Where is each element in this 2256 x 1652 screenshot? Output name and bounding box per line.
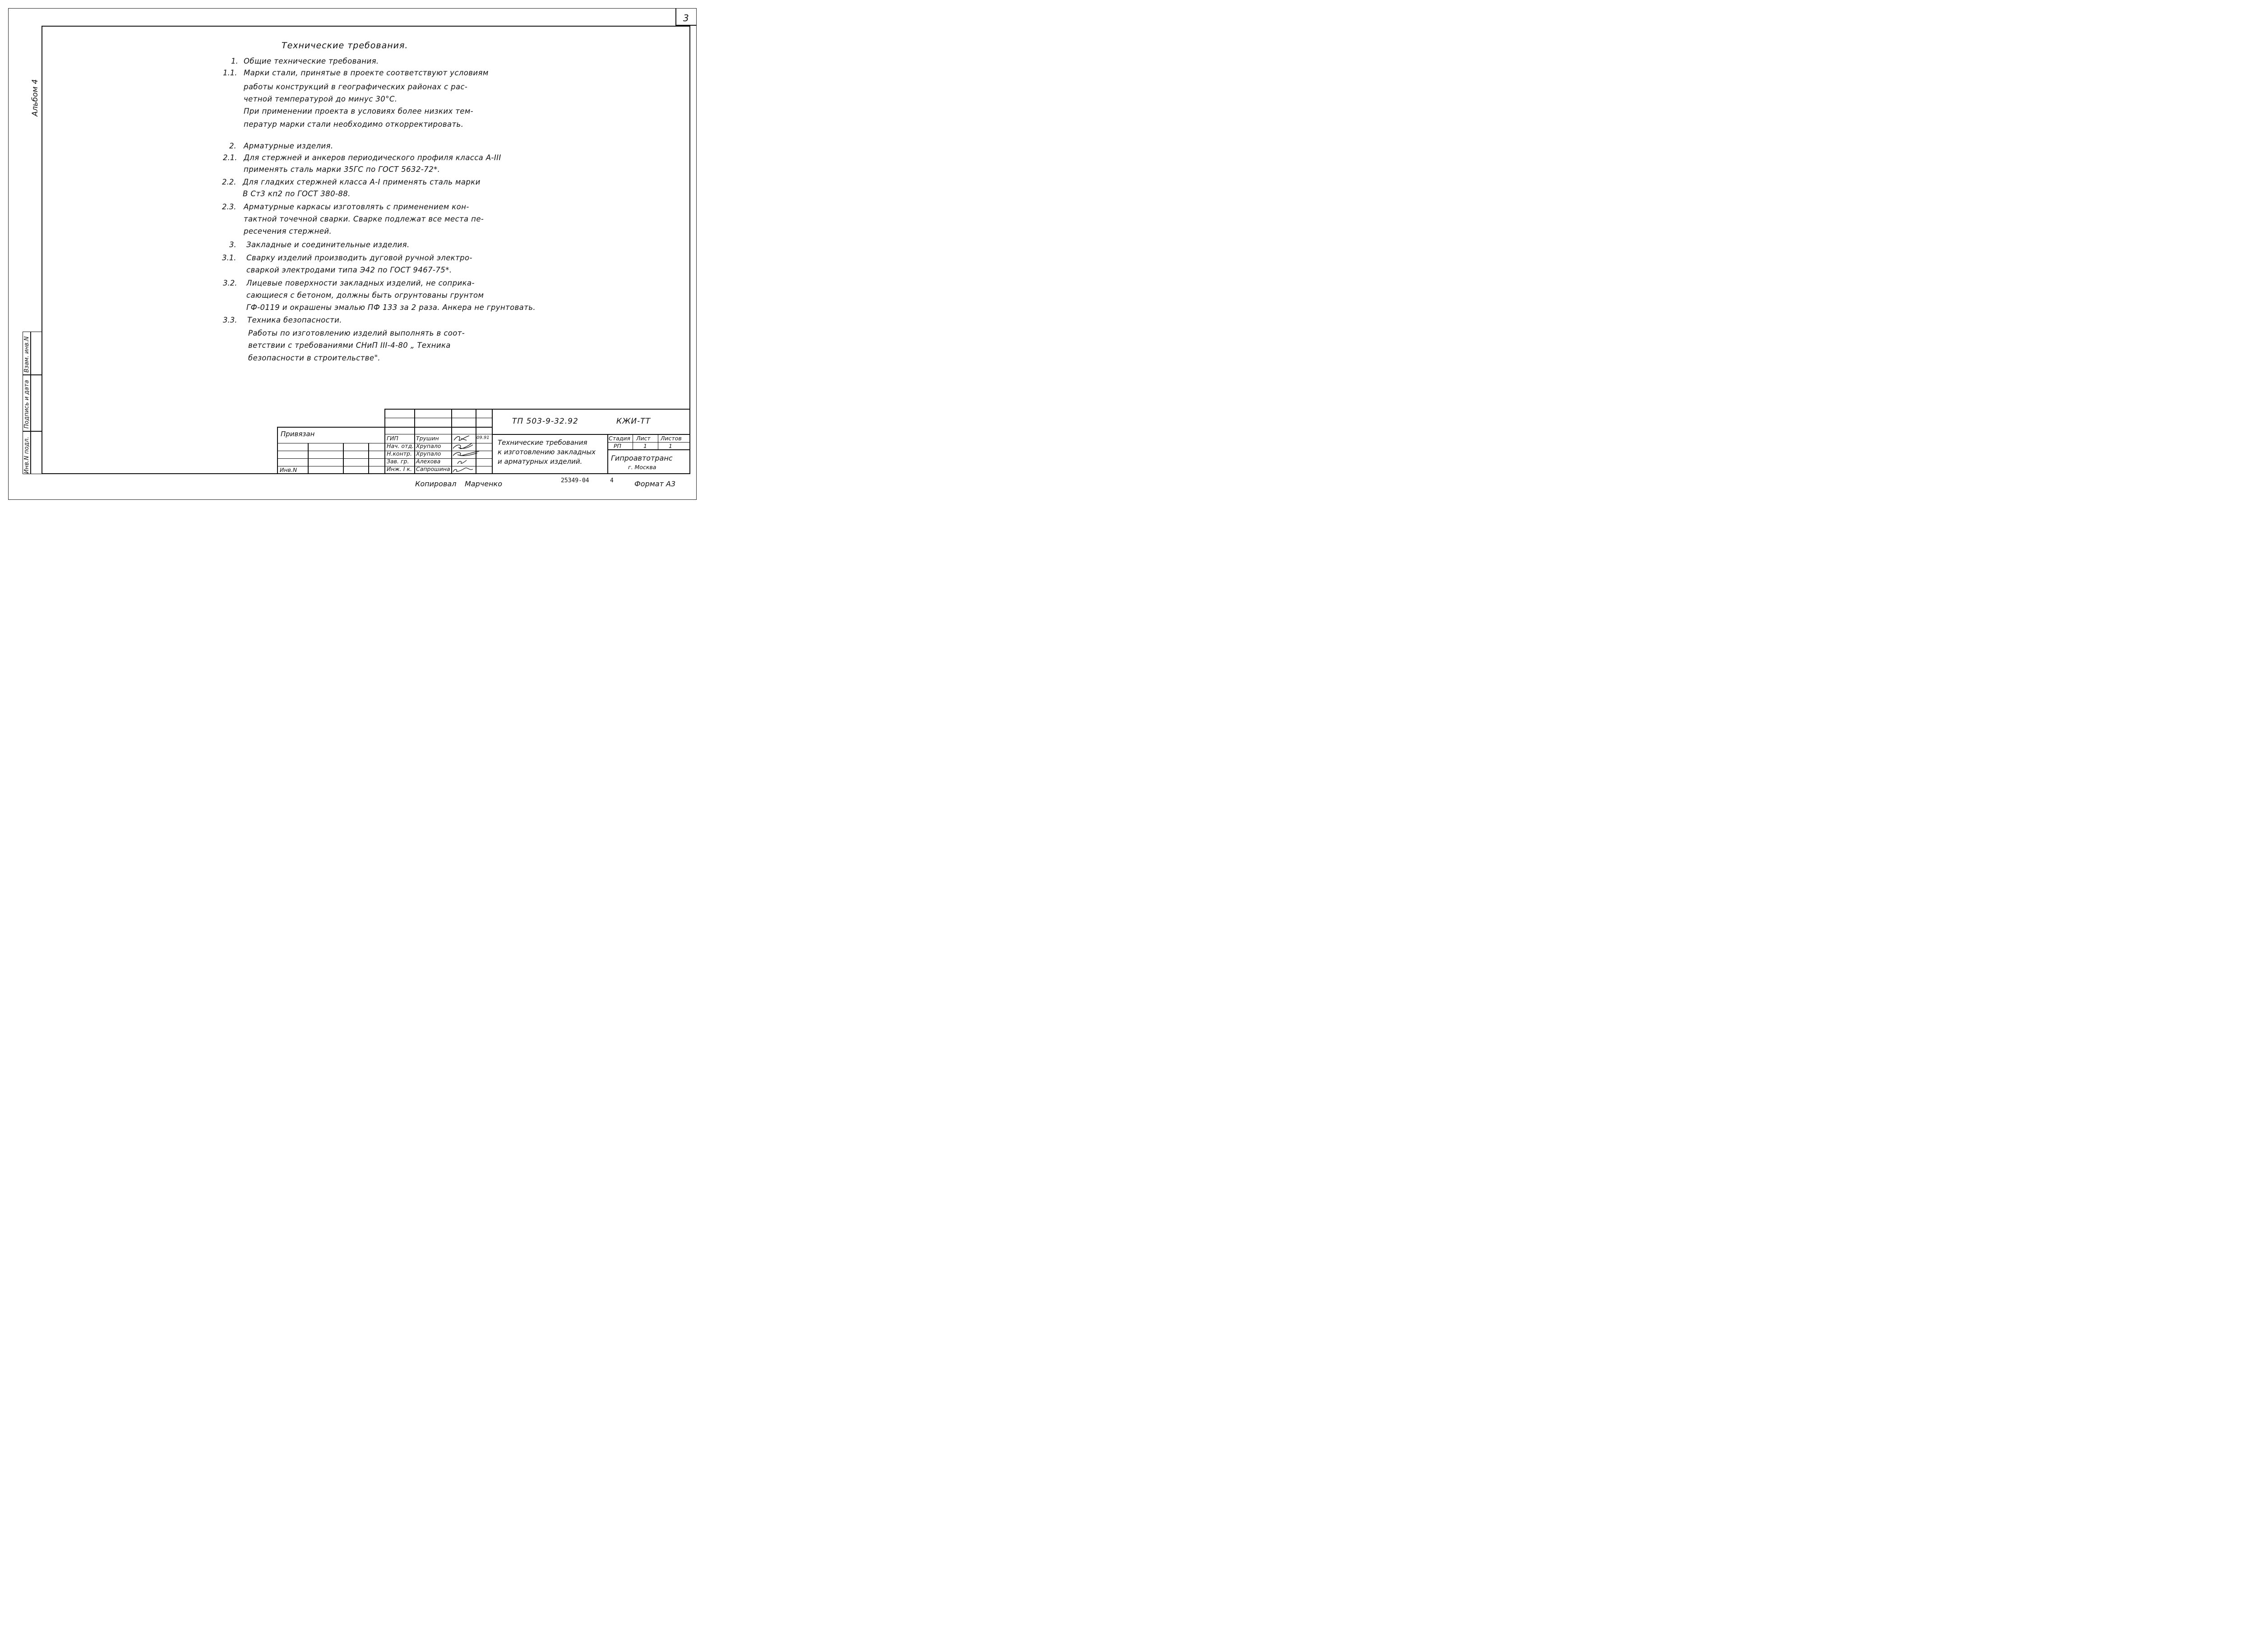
section-heading: Техника безопасности. [247,316,342,324]
section-number: 2.1. [223,153,237,162]
doc-description-1: Технические требования [498,438,587,447]
section-text-line: Марки стали, принятые в проекте соответствуют условиям [244,69,489,77]
role-title: ГИП [387,435,398,442]
role-title: Нач. отд. [387,443,414,449]
signatures [451,434,487,474]
role-name: Трушин [416,435,439,442]
side-inv-podl: Инв.N подл. [23,437,30,474]
doc-mark: КЖИ-ТТ [616,417,651,426]
copied-name: Марченко [465,480,502,488]
page-number: 3 [683,13,689,23]
doc-description-3: и арматурных изделий. [498,457,582,466]
role-name: Сапрошина [416,466,450,472]
section-text-line: Для гладких стержней класса А-I применять сталь марки [243,178,481,186]
section-heading: Закладные и соединительные изделия. [246,240,410,249]
side-vzam-inv: Взам. инв.N [23,336,30,373]
role-name: Хрупало [416,450,441,457]
section-text-line: ресечения стержней. [244,227,332,235]
format-label: Формат А3 [634,480,676,488]
inv-n-label: Инв.N [280,466,297,473]
section-heading: Общие технические требования. [244,57,379,65]
section-text-line: Арматурные каркасы изготовлять с применением кон- [244,203,469,211]
section-number: 1.1. [223,69,237,77]
section-number: 3.2. [223,279,237,287]
drawing-frame [42,26,690,474]
role-title: Н.контр. [387,450,412,457]
section-text-line: Сварку изделий производить дуговой ручной электро- [246,254,472,262]
section-text-line: ператур марки стали необходимо откорректировать. [244,120,464,129]
privyazan-label: Привязан [281,430,315,438]
side-stamp-rule [23,431,42,432]
sheet-header: Лист [636,435,651,442]
side-stamp-divider [30,332,31,474]
role-title: Инж. I к. [387,466,412,472]
section-number: 3. [229,240,236,249]
album-label: Альбом 4 [31,79,40,116]
organization: Гипроавтотранс [611,454,673,462]
section-text-line: Лицевые поверхности закладных изделий, не соприка- [246,279,475,287]
section-number: 2.2. [222,178,236,186]
section-text-line: сающиеся с бетоном, должны быть огрунтованы грунтом [246,291,484,300]
section-text-line: ГФ-0119 и окрашены эмалью ПФ 133 за 2 раза. Анкера не грунтовать. [246,303,536,312]
stage-header: Стадия [609,435,630,442]
sheets-value: 1 [669,443,672,449]
doc-description-2: к изготовлению закладных [498,448,596,456]
role-date: 09.91 [476,435,490,440]
section-text-line: тактной точечной сварки. Сварке подлежат все места пе- [244,215,484,223]
section-text-line: ветствии с требованиями СНиП III-4-80 „ Техника [248,341,451,350]
doc-code: ТП 503-9-32.92 [512,417,578,426]
section-number: 3.1. [222,254,236,262]
organization-city: г. Москва [628,464,656,471]
order-number: 25349-04 [561,477,589,484]
order-sheet: 4 [610,477,614,484]
role-name: Алехова [416,458,441,465]
sheets-header: Листов [661,435,682,442]
stage-value: РП [614,443,621,449]
sheet-value: 1 [643,443,647,449]
section-text-line: Работы по изготовлению изделий выполнять в соот- [248,329,465,337]
page-title: Технические требования. [282,41,408,51]
section-text-line: Для стержней и анкеров периодического профиля класса А-III [244,153,501,162]
section-number: 1. [231,57,238,65]
section-number: 2.3. [222,203,236,211]
side-stamp-rule [23,374,42,375]
section-text-line: четной температурой до минус 30°С. [244,95,398,103]
section-text-line: сваркой электродами типа Э42 по ГОСТ 9467-75*. [246,266,452,274]
role-title: Зав. гр. [387,458,409,465]
section-text-line: При применении проекта в условиях более низких тем- [244,107,474,115]
section-heading: Арматурные изделия. [244,142,333,150]
side-podpis-data: Подпись и дата [23,380,30,429]
section-text-line: применять сталь марки 35ГС по ГОСТ 5632-72*. [244,165,440,174]
copied-label: Копировал [415,480,457,488]
section-text-line: В Ст3 кп2 по ГОСТ 380-88. [243,189,351,198]
section-text-line: работы конструкций в географических районах с рас- [244,83,468,91]
role-name: Хрупало [416,443,441,449]
section-number: 3.3. [223,316,237,324]
section-text-line: безопасности в строительстве". [248,354,381,362]
section-number: 2. [229,142,236,150]
